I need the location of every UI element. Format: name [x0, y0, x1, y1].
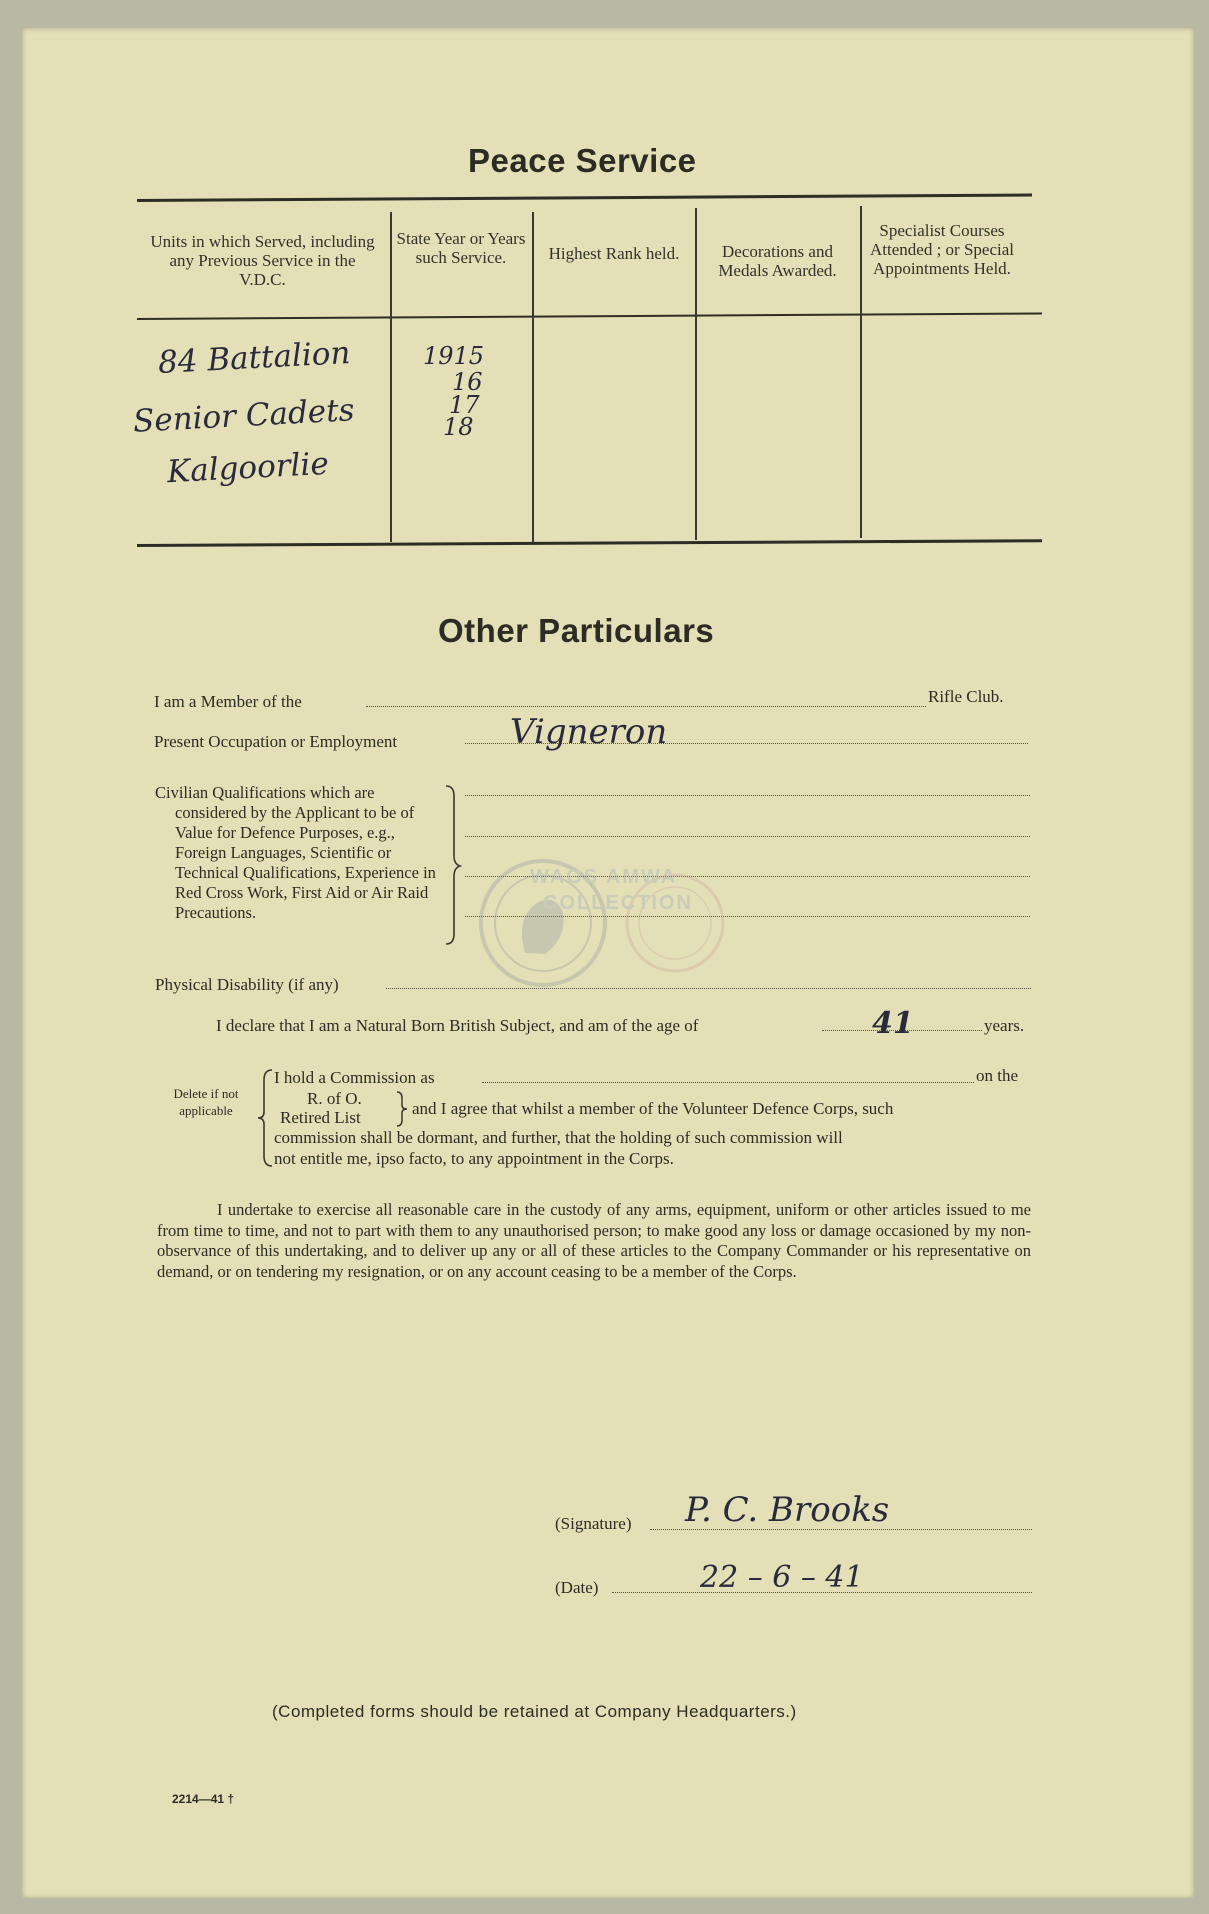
occupation-value: Vigneron: [510, 712, 668, 752]
signature-label: (Signature): [555, 1514, 632, 1533]
other-particulars-title: Other Particulars: [438, 612, 715, 649]
col-header-rank: Highest Rank held.: [548, 244, 680, 263]
years-line-4: 18: [443, 413, 474, 441]
physical-disability-field: [386, 988, 1031, 989]
watermark-line-1: WAGS AMWA: [530, 866, 678, 888]
civilian-quals-text: Civilian Qualifications which are considered by the Applicant to be of Value for Defence Purposes, e.g., Foreign Languages, Scientific or Technical Qualifications, Experience in Red Cross Work, First Aid or Air Raid Precautions.: [155, 783, 436, 922]
signature-value: P. C. Brooks: [685, 1490, 890, 1530]
date-value: 22 – 6 – 41: [700, 1560, 864, 1595]
civilian-quals-brace: [444, 784, 462, 946]
member-field: [366, 706, 926, 707]
date-label: (Date): [555, 1578, 599, 1597]
commission-ro: R. of O.: [307, 1089, 362, 1108]
occupation-label: Present Occupation or Employment: [154, 732, 398, 751]
delete-note: Delete if not applicable: [173, 1086, 239, 1118]
table-divider: [532, 212, 534, 542]
commission-field: [482, 1082, 974, 1083]
units-line-3: Kalgoorlie: [166, 445, 330, 491]
years-line-3: 17: [449, 391, 480, 419]
commission-on-the: on the: [976, 1066, 1019, 1085]
declaration-text: I declare that I am a Natural Born British Subject, and am of the age of: [216, 1016, 699, 1035]
peace-service-title: Peace Service: [468, 142, 697, 179]
col-header-decorations: Decorations and Medals Awarded.: [718, 242, 837, 280]
years-line-2: 16: [452, 368, 483, 396]
undertaking-paragraph: I undertake to exercise all reasonable care in the custody of any arms, equipment, uniform or other articles issued to me from time to time, and not to part with them to any unauthorised person; to make good any loss or damage occasioned by my non-observance of this undertaking, and to deliver up any or all of these articles to the Company Commander or his representative on demand, or on tendering my resignation, or on any account ceasing to be a member of the Corps.: [157, 1200, 1031, 1281]
units-line-2: Senior Cadets: [132, 392, 356, 440]
commission-line-1: I hold a Commission as: [274, 1068, 435, 1087]
civilian-quals-field-1: [465, 795, 1030, 796]
civilian-quals-label: [155, 783, 438, 923]
member-suffix: Rifle Club.: [928, 687, 1004, 706]
member-label: I am a Member of the: [154, 692, 302, 711]
form-number: 2214—41 †: [172, 1792, 235, 1806]
table-divider: [390, 212, 392, 542]
commission-brace: [395, 1090, 409, 1128]
col-header-years: State Year or Years such Service.: [396, 229, 526, 267]
declaration-years: years.: [984, 1016, 1025, 1035]
age-value: 41: [872, 1006, 914, 1041]
commission-line-3: commission shall be dormant, and further, that the holding of such commission will: [274, 1128, 843, 1147]
years-line-1: 1915: [423, 342, 485, 370]
col-header-units: Units in which Served, including any Previous Service in the V.D.C.: [150, 232, 375, 289]
civilian-quals-field-2: [465, 836, 1030, 837]
commission-line-4: not entitle me, ipso facto, to any appointment in the Corps.: [274, 1149, 674, 1168]
col-header-specialist: Specialist Courses Attended ; or Special Appointments Held.: [870, 221, 1014, 278]
commission-agree: and I agree that whilst a member of the Volunteer Defence Corps, such: [412, 1099, 894, 1118]
collection-watermark: [475, 858, 735, 988]
physical-disability-label: Physical Disability (if any): [155, 975, 339, 994]
table-divider: [695, 208, 697, 540]
commission-retired: Retired List: [280, 1108, 361, 1127]
units-line-1: 84 Battalion: [157, 334, 352, 382]
delete-note-brace: [256, 1068, 274, 1168]
footer-note: (Completed forms should be retained at Company Headquarters.): [272, 1702, 797, 1721]
watermark-line-2: COLLECTION: [543, 892, 693, 914]
